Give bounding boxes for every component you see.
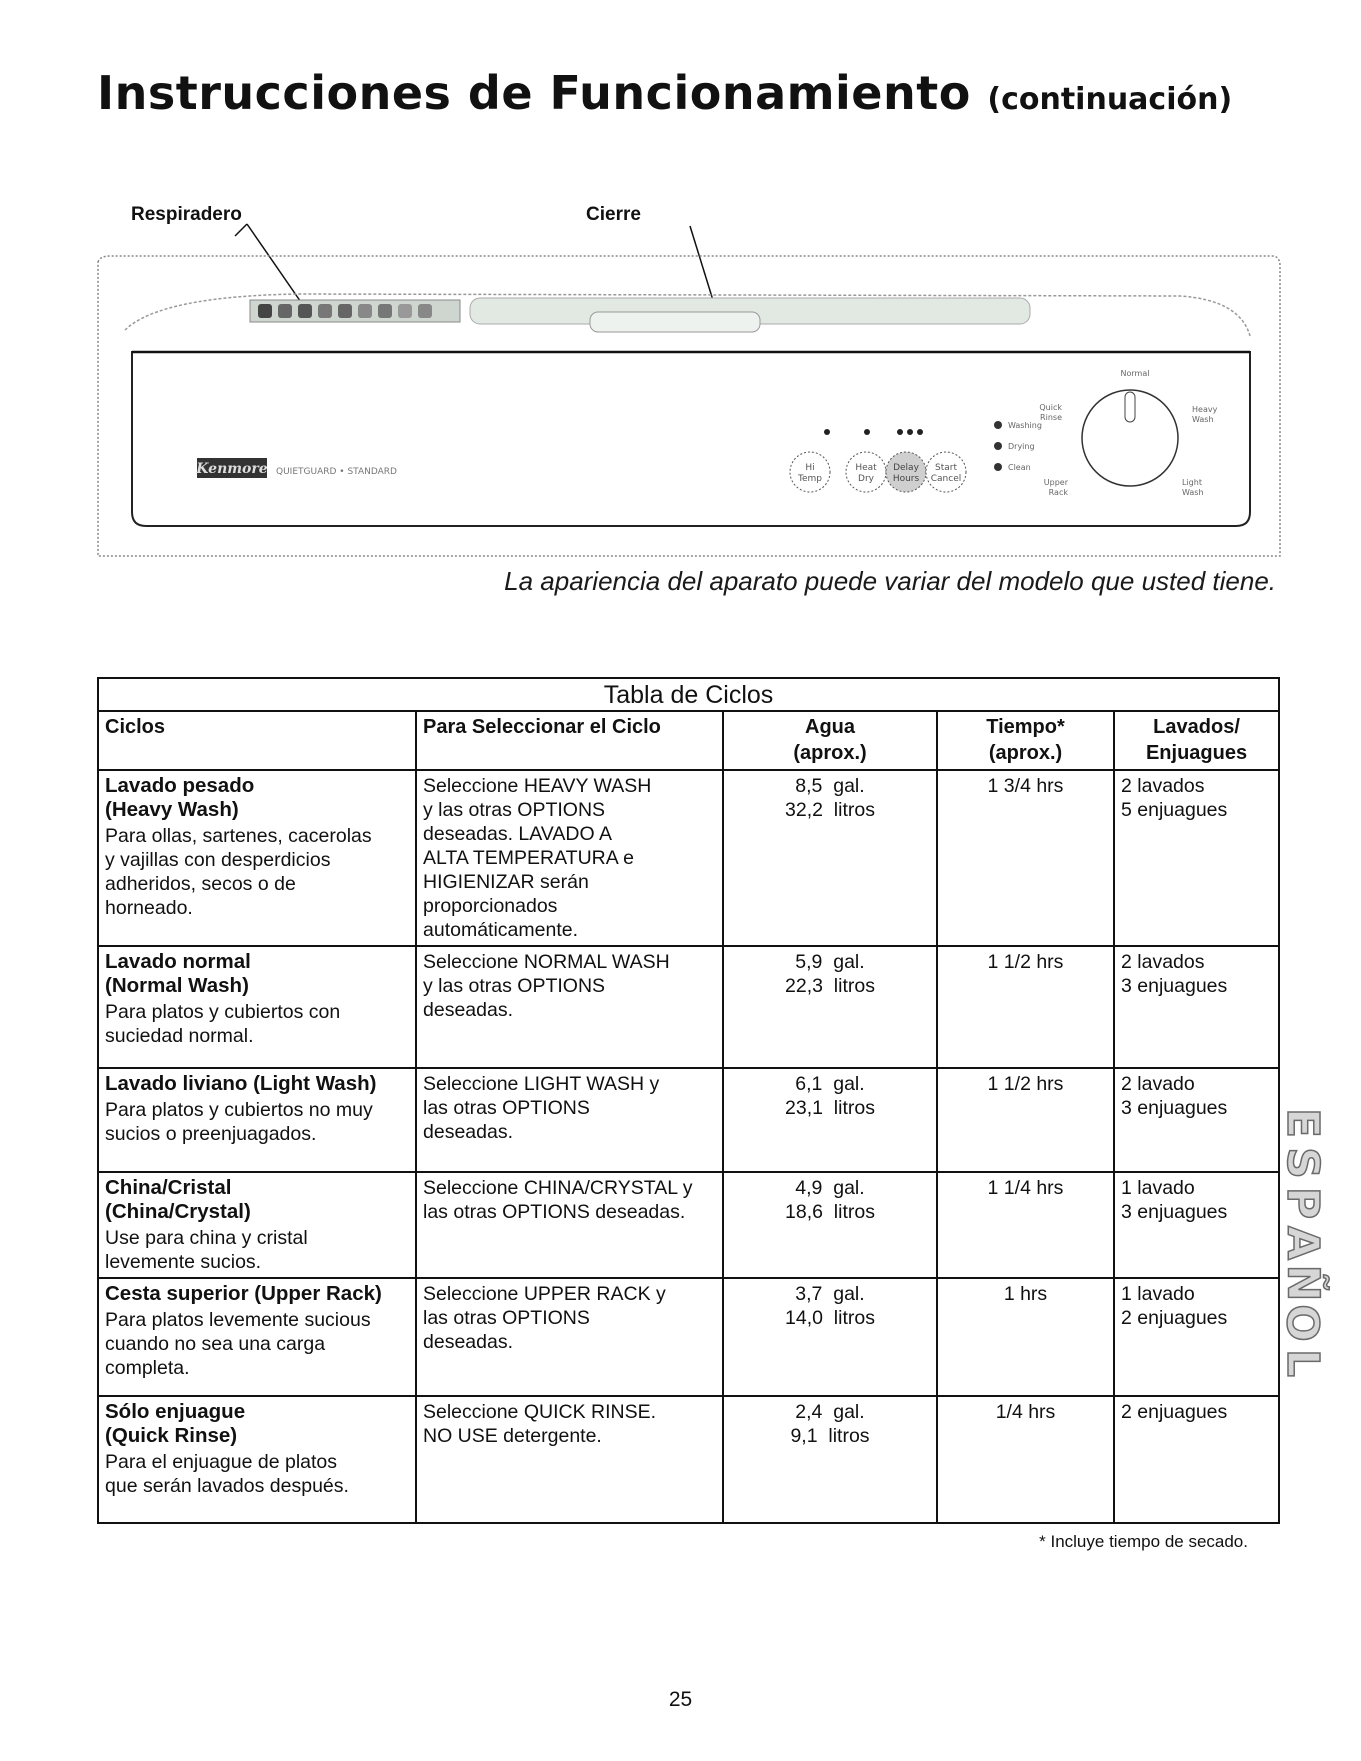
water-cell: 5,9 gal. 22,3 litros (723, 946, 937, 1068)
hi-temp-button (790, 452, 830, 492)
title-suffix: (continuación) (987, 82, 1233, 117)
time-cell: 1 1/2 hrs (937, 946, 1114, 1068)
washes-cell: 2 lavado 3 enjuagues (1114, 1068, 1279, 1172)
select-instructions-cell: Seleccione QUICK RINSE. NO USE detergente. (416, 1396, 723, 1523)
svg-text:Rack: Rack (1048, 488, 1068, 497)
table-row (98, 1068, 1279, 1172)
table-row (98, 1396, 1279, 1523)
vent-callout-label: Respiradero (131, 204, 242, 225)
svg-text:Dry: Dry (858, 474, 874, 484)
col-header-select: Para Seleccionar el Ciclo (416, 711, 723, 770)
washes-cell: 1 lavado 2 enjuagues (1114, 1278, 1279, 1396)
time-cell: 1 1/4 hrs (937, 1172, 1114, 1278)
vent-leader-line (235, 224, 247, 236)
side-tab-letter: O (1277, 1304, 1328, 1342)
table-row (98, 770, 1279, 946)
brand-text: Kenmore (196, 461, 268, 477)
table-footnote: * Incluye tiempo de secado. (1039, 1532, 1248, 1551)
table-row (98, 946, 1279, 1068)
indicator-dot (824, 429, 830, 435)
table-row (98, 1278, 1279, 1396)
model-text: QUIETGUARD • STANDARD (276, 467, 397, 477)
cycle-table (97, 677, 1280, 1524)
side-tab-letter: L (1276, 1348, 1328, 1378)
svg-text:Drying: Drying (1008, 442, 1035, 451)
col-header-cycles: Ciclos (98, 711, 416, 770)
svg-text:Upper: Upper (1043, 478, 1068, 487)
washes-cell: 2 lavados 3 enjuagues (1114, 946, 1279, 1068)
cycle-name-cell: Cesta superior (Upper Rack) Para platos levemente sucious cuando no sea una carga completa. (98, 1278, 416, 1396)
select-instructions-cell: Seleccione UPPER RACK y las otras OPTIONS deseadas. (416, 1278, 723, 1396)
latch-pointer-line (690, 226, 716, 310)
washes-cell: 2 lavados 5 enjuagues (1114, 770, 1279, 946)
cycle-name-cell: Lavado normal (Normal Wash) Para platos y cubiertos con suciedad normal. (98, 946, 416, 1068)
washes-cell: 1 lavado 3 enjuagues (1114, 1172, 1279, 1278)
side-tab-letter: Ñ (1276, 1264, 1328, 1302)
indicator-dot (864, 429, 870, 435)
side-tab-letter: E (1277, 1107, 1328, 1139)
select-instructions-cell: Seleccione NORMAL WASH y las otras OPTIONS deseadas. (416, 946, 723, 1068)
washes-cell: 2 enjuagues (1114, 1396, 1279, 1523)
svg-text:Cancel: Cancel (930, 474, 962, 484)
svg-text:Start: Start (935, 463, 957, 473)
cycle-name-cell: China/Cristal (China/Crystal) Use para china y cristal levemente sucios. (98, 1172, 416, 1278)
appearance-caption: La apariencia del aparato puede variar del modelo que usted tiene. (504, 566, 1276, 596)
cycle-name-cell: Sólo enjuague (Quick Rinse) Para el enjuague de platos que serán lavados después. (98, 1396, 416, 1523)
water-cell: 4,9 gal. 18,6 litros (723, 1172, 937, 1278)
delay-hours-button (886, 452, 926, 492)
svg-text:Hi: Hi (805, 463, 815, 473)
language-side-tab (1270, 1108, 1334, 1378)
time-cell: 1 hrs (937, 1278, 1114, 1396)
indicator-dot (907, 429, 913, 435)
table-caption: Tabla de Ciclos (98, 678, 1279, 711)
svg-text:Washing: Washing (1008, 421, 1042, 430)
svg-text:Light: Light (1182, 478, 1202, 487)
svg-text:Quick: Quick (1039, 403, 1062, 412)
svg-text:Clean: Clean (1008, 463, 1031, 472)
side-tab-letter: A (1277, 1225, 1328, 1261)
col-header-washes: Lavados/ Enjuagues (1114, 711, 1279, 770)
door-latch (590, 312, 760, 332)
svg-text:Normal: Normal (1120, 369, 1150, 378)
table-row (98, 1172, 1279, 1278)
title-main: Instrucciones de Funcionamiento (97, 66, 971, 120)
water-cell: 6,1 gal. 23,1 litros (723, 1068, 937, 1172)
cycle-name-cell: Lavado pesado (Heavy Wash) Para ollas, sartenes, cacerolas y vajillas con desperdicios adheridos, secos o de horneado. (98, 770, 416, 946)
water-cell: 2,4 gal. 9,1 litros (723, 1396, 937, 1523)
vent-openings (258, 304, 432, 318)
start-cancel-button (926, 452, 966, 492)
dishwasher-control-panel (0, 0, 1361, 560)
svg-text:Wash: Wash (1192, 415, 1214, 424)
select-instructions-cell: Seleccione HEAVY WASH y las otras OPTIONS deseadas. LAVADO A ALTA TEMPERATURA e HIGIENIZAR serán proporcionados automáticamente. (416, 770, 723, 946)
time-cell: 1/4 hrs (937, 1396, 1114, 1523)
time-cell: 1 3/4 hrs (937, 770, 1114, 946)
time-cell: 1 1/2 hrs (937, 1068, 1114, 1172)
side-tab-letter: S (1276, 1147, 1328, 1179)
page-number: 25 (668, 1688, 693, 1711)
svg-text:Temp: Temp (798, 474, 822, 484)
indicator-dot (917, 429, 923, 435)
svg-text:Heavy: Heavy (1192, 405, 1218, 414)
cycle-name-cell: Lavado liviano (Light Wash) Para platos y cubiertos no muy sucios o preenjuagados. (98, 1068, 416, 1172)
select-instructions-cell: Seleccione CHINA/CRYSTAL y las otras OPTIONS deseadas. (416, 1172, 723, 1278)
water-cell: 8,5 gal. 32,2 litros (723, 770, 937, 946)
indicator-dot (897, 429, 903, 435)
svg-text:Hours: Hours (892, 474, 920, 484)
svg-text:Wash: Wash (1182, 488, 1204, 497)
latch-callout-label: Cierre (586, 204, 641, 225)
side-tab-letter: P (1277, 1186, 1328, 1220)
svg-text:Delay: Delay (893, 463, 919, 473)
heat-dry-button (846, 452, 886, 492)
svg-text:Rinse: Rinse (1040, 413, 1062, 422)
svg-text:Heat: Heat (855, 463, 877, 473)
col-header-time: Tiempo* (aprox.) (937, 711, 1114, 770)
water-cell: 3,7 gal. 14,0 litros (723, 1278, 937, 1396)
select-instructions-cell: Seleccione LIGHT WASH y las otras OPTIONS deseadas. (416, 1068, 723, 1172)
col-header-water: Agua (aprox.) (723, 711, 937, 770)
